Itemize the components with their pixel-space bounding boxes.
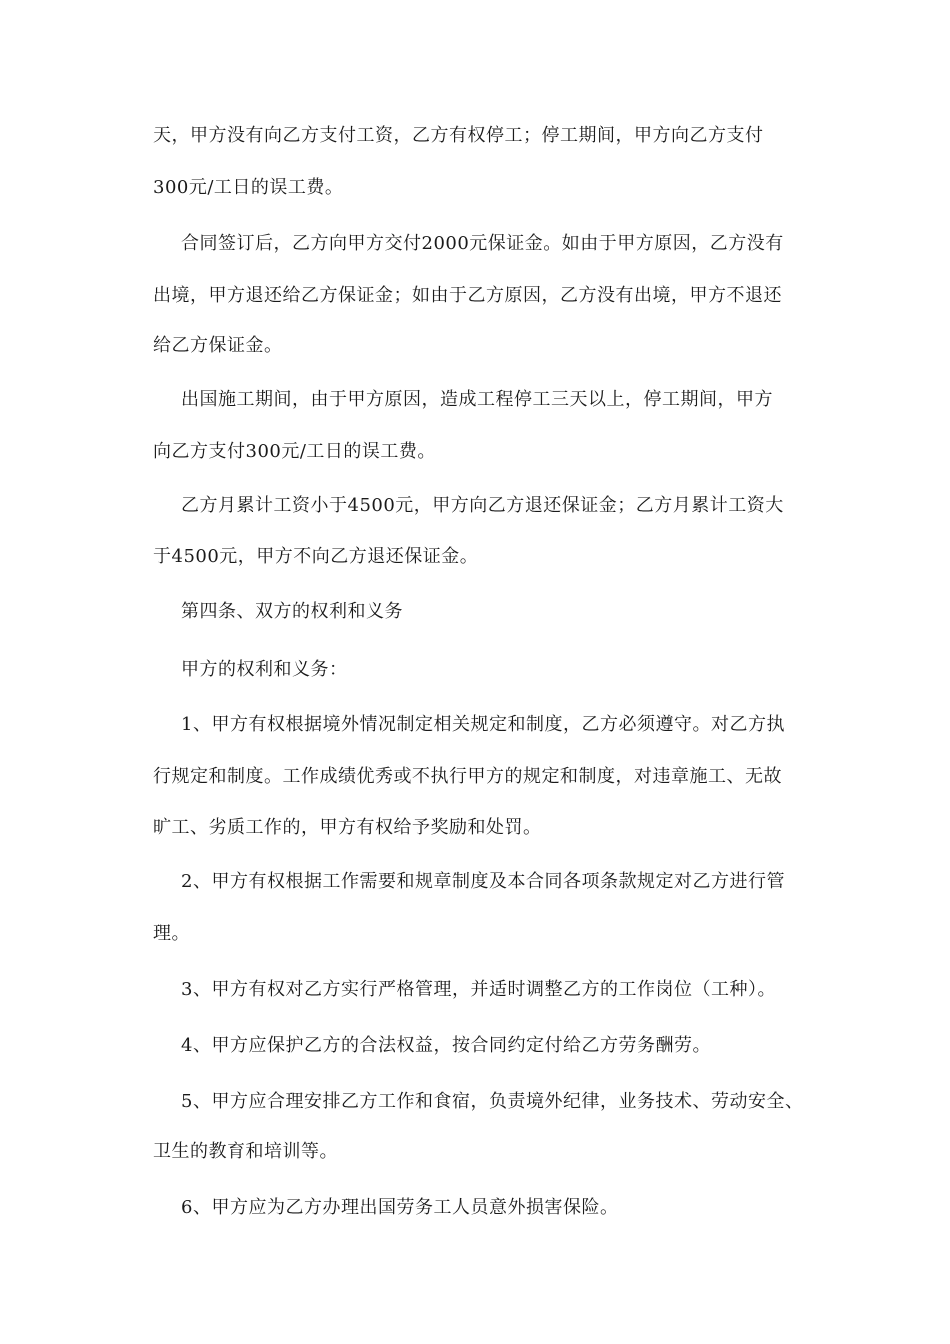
text-line: 3、甲方有权对乙方实行严格管理，并适时调整乙方的工作岗位（工种）。 bbox=[181, 979, 776, 1000]
subsection-heading: 甲方的权利和义务： bbox=[181, 659, 348, 680]
text-line: 行规定和制度。工作成绩优秀或不执行甲方的规定和制度，对违章施工、无故 bbox=[153, 766, 782, 787]
text-line: 天，甲方没有向乙方支付工资，乙方有权停工；停工期间，甲方向乙方支付 bbox=[153, 125, 764, 146]
section-heading: 第四条、双方的权利和义务 bbox=[181, 601, 403, 622]
text-line: 300元/工日的误工费。 bbox=[153, 177, 344, 198]
text-line: 乙方月累计工资小于4500元，甲方向乙方退还保证金；乙方月累计工资大 bbox=[181, 495, 784, 516]
text-line: 6、甲方应为乙方办理出国劳务工人员意外损害保险。 bbox=[181, 1197, 619, 1218]
text-line: 出国施工期间，由于甲方原因，造成工程停工三天以上，停工期间，甲方 bbox=[181, 389, 773, 410]
text-line: 旷工、劣质工作的，甲方有权给予奖励和处罚。 bbox=[153, 817, 542, 838]
text-line: 给乙方保证金。 bbox=[153, 335, 283, 356]
text-line: 出境，甲方退还给乙方保证金；如由于乙方原因，乙方没有出境，甲方不退还 bbox=[153, 285, 782, 306]
text-line: 理。 bbox=[153, 923, 190, 944]
text-line: 2、甲方有权根据工作需要和规章制度及本合同各项条款规定对乙方进行管 bbox=[181, 871, 785, 892]
text-line: 卫生的教育和培训等。 bbox=[153, 1141, 338, 1162]
text-line: 5、甲方应合理安排乙方工作和食宿，负责境外纪律，业务技术、劳动安全、 bbox=[181, 1091, 804, 1112]
text-line: 1、甲方有权根据境外情况制定相关规定和制度，乙方必须遵守。对乙方执 bbox=[181, 714, 785, 735]
text-line: 于4500元，甲方不向乙方退还保证金。 bbox=[153, 546, 479, 567]
text-line: 4、甲方应保护乙方的合法权益，按合同约定付给乙方劳务酬劳。 bbox=[181, 1035, 711, 1056]
text-line: 向乙方支付300元/工日的误工费。 bbox=[153, 441, 436, 462]
text-line: 合同签订后，乙方向甲方交付2000元保证金。如由于甲方原因，乙方没有 bbox=[181, 233, 784, 254]
